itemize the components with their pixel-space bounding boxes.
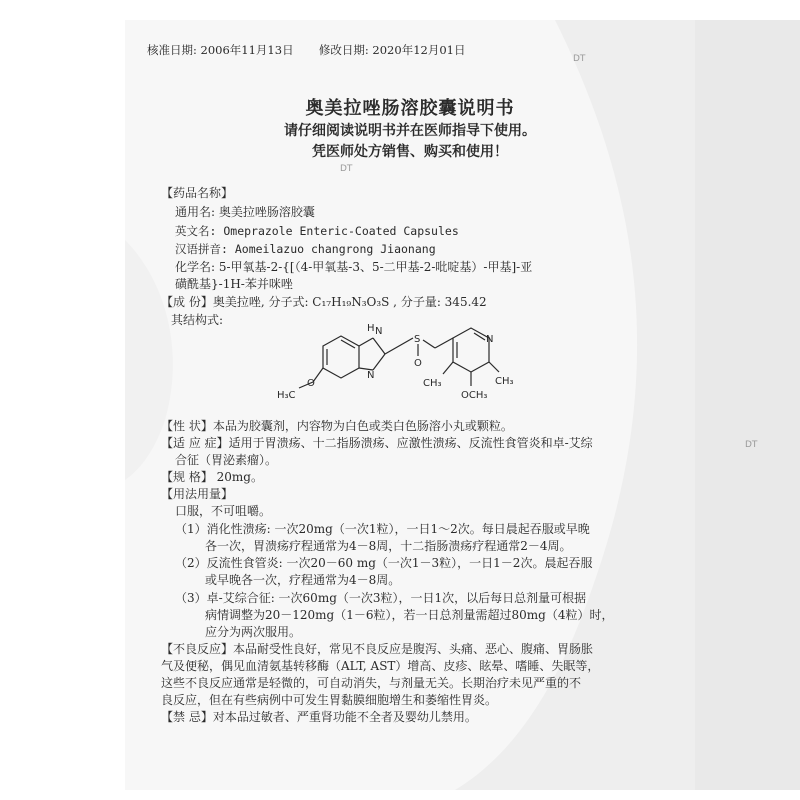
- structure-label: 其结构式:: [171, 313, 224, 327]
- document-title: 奥美拉唑肠溶胶囊说明书: [305, 98, 515, 119]
- adverse-reactions-line-2: 气及便秘，偶见血清氨基转移酶（ALT, AST）增高、皮疹、眩晕、嗜睡、失眠等，: [161, 659, 600, 673]
- section-heading-drug-name: 【药品名称】: [161, 186, 234, 200]
- structure-atom-label: O: [307, 378, 315, 389]
- structure-atom-label: O: [414, 358, 422, 369]
- structure-atom-label: H: [367, 323, 375, 334]
- structure-atom-label: S: [414, 334, 421, 345]
- leaflet-sheet: [125, 20, 695, 790]
- dosage-item-2: （2）反流性食管炎: 一次20－60 mg（一次1－3粒），一日1－2次。晨起吞服: [175, 556, 593, 570]
- section-ingredients: 【成 份】奥美拉唑, 分子式: C₁₇H₁₉N₃O₃S , 分子量: 345.42: [161, 295, 487, 309]
- adverse-reactions-line-3: 这些不良反应通常是轻微的，可自动消失，与剂量无关。长期治疗未见严重的不: [161, 676, 582, 690]
- structural-formula-diagram: [275, 316, 535, 416]
- revision-date: 2020年12月01日: [372, 43, 466, 57]
- dosage-item-3: （3）卓-艾综合征: 一次60mg（一次3粒），一日1次，以后每日总剂量可根据: [175, 591, 587, 605]
- pinyin-name-line: 汉语拼音: Aomeilazuo changrong Jiaonang: [175, 242, 436, 256]
- section-adverse-reactions: 【不良反应】本品耐受性良好，常见不良反应是腹泻、头痛、恶心、腹痛、胃肠胀: [161, 642, 594, 656]
- section-dosage: 【用法用量】: [161, 487, 234, 501]
- structure-atom-label: N: [375, 326, 383, 337]
- dates-row: [147, 43, 465, 58]
- section-description: 【性 状】本品为胶囊剂，内容物为白色或类白色肠溶小丸或颗粒。: [161, 419, 513, 433]
- dosage-oral-line: 口服，不可咀嚼。: [175, 504, 272, 518]
- indications-continuation: 合征（胃泌素瘤）。: [175, 453, 278, 467]
- dosage-item-1-continuation: 各一次，胃溃疡疗程通常为4－8周，十二指肠溃疡疗程通常2－4周。: [205, 539, 572, 553]
- dosage-item-3-continuation: 病情调整为20－120mg（1－6粒），若一日总剂量需超过80mg（4粒）时，: [205, 608, 614, 622]
- adverse-reactions-line-4: 良反应，但在有些病例中可发生胃黏膜细胞增生和萎缩性胃炎。: [161, 693, 498, 707]
- structure-atom-label: N: [486, 334, 494, 345]
- dosage-item-3-end: 应分为两次服用。: [205, 625, 302, 639]
- section-contraindications: 【禁 忌】对本品过敏者、严重肾功能不全者及婴幼儿禁用。: [161, 710, 477, 724]
- section-indications: 【适 应 症】适用于胃溃疡、十二指肠溃疡、应激性溃疡、反流性食管炎和卓-艾综: [161, 436, 593, 450]
- dosage-item-1: （1）消化性溃疡: 一次20mg（一次1粒），一日1～2次。每日晨起吞服或早晚: [175, 522, 590, 536]
- prescription-notice: 凭医师处方销售、购买和使用！: [312, 144, 508, 160]
- structure-atom-label: OCH₃: [461, 390, 488, 401]
- watermark-dt: DT: [573, 54, 586, 64]
- dosage-item-2-continuation: 或早晚各一次，疗程通常为4－8周。: [205, 573, 401, 587]
- chemical-name-line: 化学名: 5-甲氧基-2-{[（4-甲氧基-3、5-二甲基-2-吡啶基）-甲基]-亚: [175, 260, 533, 274]
- structure-atom-label: CH₃: [423, 378, 442, 389]
- watermark-dt: DT: [340, 164, 353, 174]
- usage-notice: 请仔细阅读说明书并在医师指导下使用。: [284, 123, 536, 139]
- structure-atom-label: H₃C: [277, 390, 296, 401]
- section-specification: 【规 格】 20mg。: [161, 470, 263, 484]
- english-name-line: 英文名: Omeprazole Enteric-Coated Capsules: [175, 224, 459, 238]
- chemical-name-continuation: 磺酰基}-1H-苯并咪唑: [175, 277, 293, 291]
- approval-date: 2006年11月13日: [200, 43, 294, 57]
- watermark-dt: DT: [745, 440, 758, 450]
- structure-atom-label: CH₃: [495, 376, 514, 387]
- approval-date-label: 核准日期:: [147, 43, 197, 57]
- revision-date-label: 修改日期:: [318, 43, 369, 57]
- structure-atom-label: N: [367, 370, 375, 381]
- generic-name-line: 通用名: 奥美拉唑肠溶胶囊: [175, 205, 315, 219]
- background-surface: [690, 20, 800, 790]
